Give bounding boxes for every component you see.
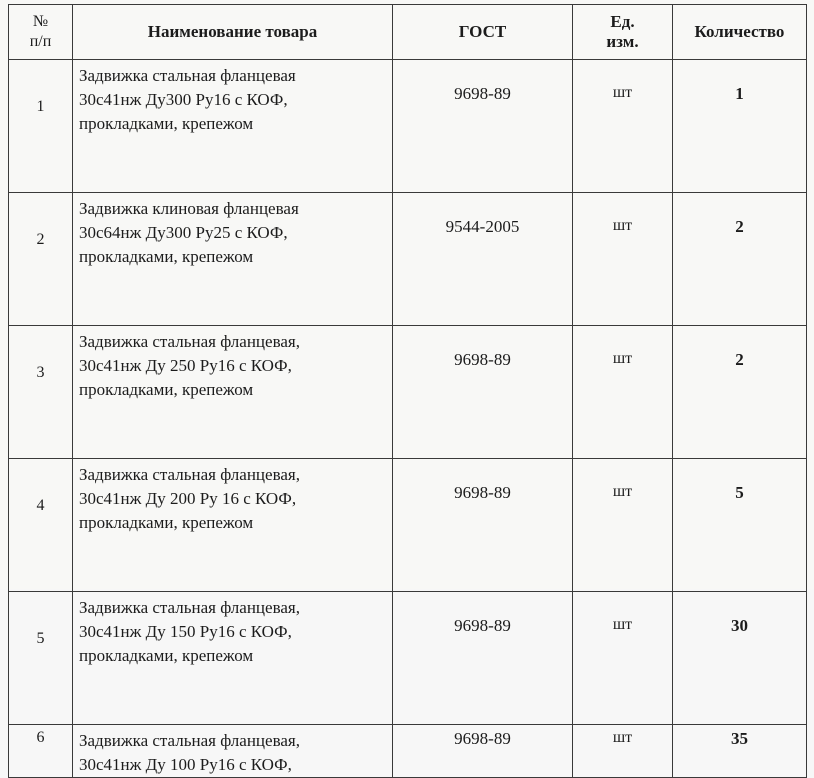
goods-table	[8, 4, 807, 778]
gost-value: 9698-89	[393, 592, 573, 725]
quantity-value: 35	[673, 725, 807, 778]
header-unit-line1: Ед.	[610, 12, 635, 31]
header-name: Наименование товара	[73, 5, 393, 60]
header-unit	[573, 5, 673, 60]
header-row	[9, 5, 807, 60]
product-name-line: 30с41нж Ду 100 Ру16 с КОФ,	[79, 755, 292, 774]
product-name	[73, 193, 393, 326]
header-quantity: Количество	[673, 5, 807, 60]
gost-value: 9544-2005	[393, 193, 573, 326]
row-number: 4	[9, 459, 73, 592]
gost-value: 9698-89	[393, 459, 573, 592]
product-name-line: 30с64нж Ду300 Ру25 с КОФ,	[79, 223, 288, 242]
product-name-line: Задвижка стальная фланцевая,	[79, 731, 300, 750]
product-name-line: прокладками, крепежом	[79, 646, 254, 665]
quantity-value: 5	[673, 459, 807, 592]
table-row	[9, 60, 807, 193]
quantity-value: 1	[673, 60, 807, 193]
product-name-line: Задвижка стальная фланцевая	[79, 66, 296, 85]
unit-value: шт	[573, 459, 673, 592]
product-name-line: прокладками, крепежом	[79, 247, 254, 266]
header-number-symbol: №	[32, 13, 49, 30]
product-name-line: 30с41нж Ду 250 Ру16 с КОФ,	[79, 356, 292, 375]
table-row	[9, 193, 807, 326]
product-name-line: прокладками, крепежом	[79, 513, 254, 532]
quantity-value: 2	[673, 193, 807, 326]
product-name-line: прокладками, крепежом	[79, 114, 254, 133]
table-row	[9, 326, 807, 459]
product-name-line: Задвижка клиновая фланцевая	[79, 199, 299, 218]
row-number: 2	[9, 193, 73, 326]
product-name-line: 30с41нж Ду300 Ру16 с КОФ,	[79, 90, 288, 109]
unit-value: шт	[573, 60, 673, 193]
product-name	[73, 592, 393, 725]
row-number: 5	[9, 592, 73, 725]
unit-value: шт	[573, 193, 673, 326]
product-name	[73, 725, 393, 778]
quantity-value: 2	[673, 326, 807, 459]
gost-value: 9698-89	[393, 326, 573, 459]
table-row	[9, 459, 807, 592]
product-name-line: 30с41нж Ду 200 Ру 16 с КОФ,	[79, 489, 297, 508]
product-name	[73, 459, 393, 592]
unit-value: шт	[573, 326, 673, 459]
unit-value: шт	[573, 725, 673, 778]
table-row	[9, 725, 807, 778]
header-gost: ГОСТ	[393, 5, 573, 60]
row-number: 1	[9, 60, 73, 193]
product-name-line: Задвижка стальная фланцевая,	[79, 598, 300, 617]
product-name	[73, 60, 393, 193]
header-unit-line2: изм.	[606, 32, 639, 51]
header-number	[9, 5, 73, 60]
row-number: 6	[9, 725, 73, 778]
table-row	[9, 592, 807, 725]
product-name-line: прокладками, крепежом	[79, 380, 254, 399]
header-number-abbr: п/п	[29, 33, 52, 50]
gost-value: 9698-89	[393, 60, 573, 193]
product-name-line: Задвижка стальная фланцевая,	[79, 332, 300, 351]
table-body	[9, 60, 807, 778]
product-name	[73, 326, 393, 459]
quantity-value: 30	[673, 592, 807, 725]
product-name-line: Задвижка стальная фланцевая,	[79, 465, 300, 484]
product-name-line: 30с41нж Ду 150 Ру16 с КОФ,	[79, 622, 292, 641]
unit-value: шт	[573, 592, 673, 725]
gost-value: 9698-89	[393, 725, 573, 778]
row-number: 3	[9, 326, 73, 459]
